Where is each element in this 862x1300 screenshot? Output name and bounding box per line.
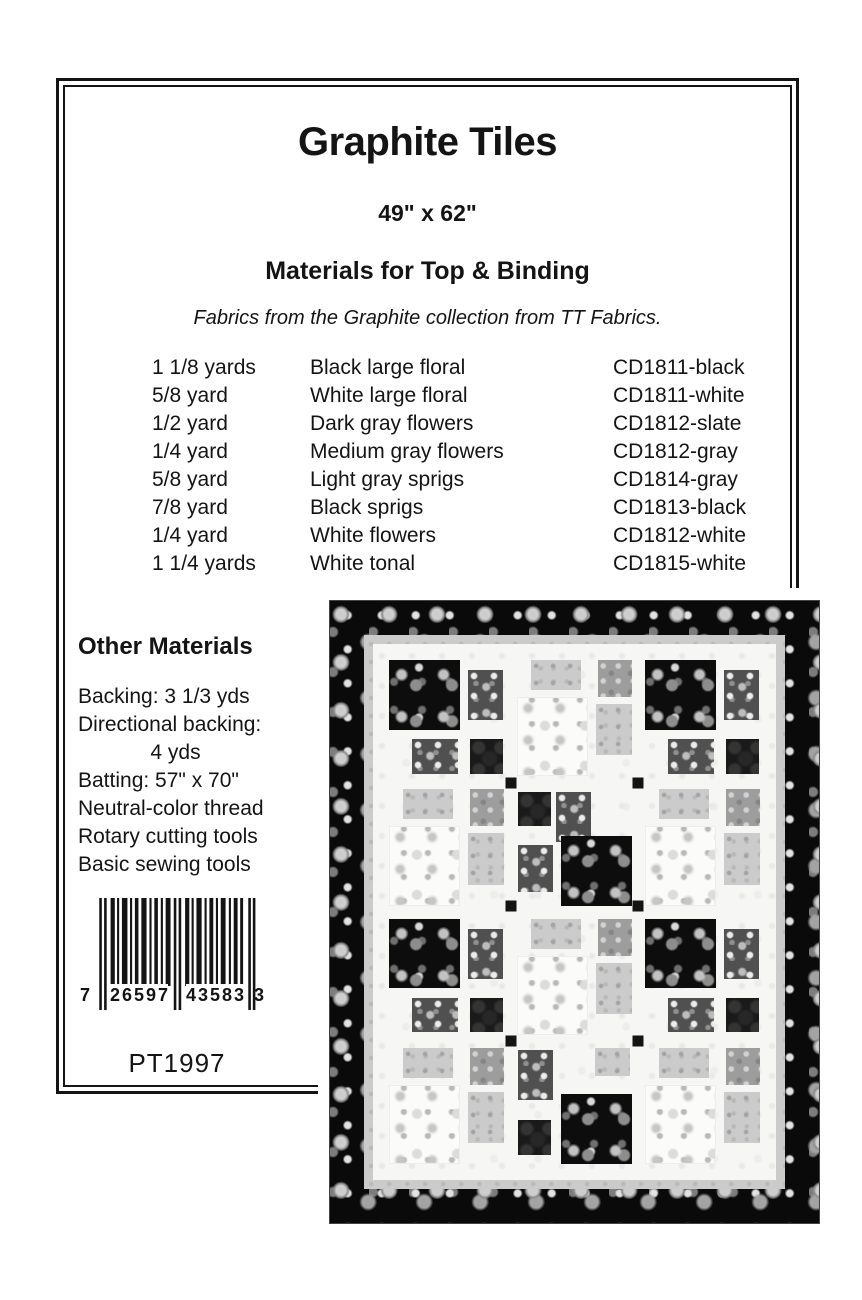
- yardage-cell: 1/4 yard: [152, 440, 228, 463]
- patch-light-gray-sprigs: [659, 1048, 710, 1078]
- patch-light-gray-sprigs: [596, 704, 632, 755]
- quilt-block-light: [645, 789, 760, 905]
- patch-dark-gray-flowers: [412, 739, 458, 774]
- quilt-block-dark: [389, 919, 504, 1035]
- patch-black-sprigs: [726, 739, 759, 774]
- patch-light-gray-sprigs: [531, 919, 582, 949]
- list-item: Basic sewing tools: [78, 853, 251, 876]
- patch-black-sprigs: [470, 998, 503, 1033]
- barcode-digit: 3: [254, 985, 267, 1005]
- quilt-block-light: [517, 660, 632, 776]
- patch-dark-gray-flowers: [468, 929, 503, 979]
- patch-light-gray-sprigs: [724, 833, 760, 884]
- table-row: [152, 522, 793, 550]
- patch-dark-gray-flowers: [724, 929, 759, 979]
- patch-light-gray-sprigs: [596, 963, 632, 1014]
- patch-white-large-floral: [517, 956, 588, 1035]
- cornerstone-square: [633, 900, 644, 911]
- list-item: Directional backing:: [78, 713, 262, 736]
- yardage-cell: 5/8 yard: [152, 468, 228, 491]
- barcode-digit: 7: [80, 985, 93, 1005]
- fabric-code-cell: CD1812-slate: [613, 412, 742, 435]
- patch-white-large-floral: [517, 697, 588, 776]
- patch-light-gray-sprigs: [403, 1048, 454, 1078]
- cornerstone-square: [633, 1036, 644, 1047]
- quilt-block-dark: [389, 660, 504, 776]
- quilt-block-dark: [645, 660, 760, 776]
- cornerstone-square: [505, 777, 516, 788]
- patch-medium-gray-flowers: [598, 660, 633, 697]
- patch-light-gray-sprigs: [468, 1092, 504, 1143]
- patch-dark-gray-flowers: [724, 670, 759, 720]
- quilt-photo: [318, 588, 830, 1238]
- fabric-code-cell: CD1811-black: [613, 356, 745, 379]
- fabric-description-cell: Black sprigs: [310, 496, 424, 519]
- materials-table: [152, 354, 793, 578]
- patch-black-sprigs: [726, 998, 759, 1033]
- patch-medium-gray-flowers: [726, 1048, 761, 1085]
- patch-light-gray-sprigs: [595, 1048, 630, 1076]
- fabric-code-cell: CD1815-white: [613, 552, 747, 575]
- fabric-code-cell: CD1814-gray: [613, 468, 738, 491]
- quilt-center: [373, 644, 776, 1180]
- table-row: [152, 494, 793, 522]
- quilt-inner-border: [364, 635, 785, 1189]
- patch-dark-gray-flowers: [668, 739, 714, 774]
- yardage-cell: 7/8 yard: [152, 496, 228, 519]
- list-item: 4 yds: [150, 741, 201, 764]
- patch-medium-gray-flowers: [470, 1048, 505, 1085]
- table-row: [152, 382, 793, 410]
- patch-light-gray-sprigs: [468, 833, 504, 884]
- cornerstone-square: [633, 777, 644, 788]
- fabric-description-cell: Dark gray flowers: [310, 412, 474, 435]
- list-item: Neutral-color thread: [78, 797, 264, 820]
- quilt-size: 49" x 62": [378, 200, 477, 226]
- cornerstone-square: [505, 1036, 516, 1047]
- patch-dark-gray-flowers: [412, 998, 458, 1033]
- fabric-code-cell: CD1811-white: [613, 384, 745, 407]
- list-item: Rotary cutting tools: [78, 825, 258, 848]
- yardage-cell: 1 1/8 yards: [152, 356, 256, 379]
- patch-light-gray-sprigs: [724, 1092, 760, 1143]
- list-item: Backing: 3 1/3 yds: [78, 685, 250, 708]
- patch-black-large-floral: [561, 1094, 632, 1164]
- patch-dark-gray-flowers: [518, 1050, 553, 1100]
- quilt-block-dark: [645, 919, 760, 1035]
- pattern-number: PT1997: [128, 1048, 226, 1078]
- other-materials-list: [78, 683, 313, 879]
- fabrics-note: Fabrics from the Graphite collection from TT Fabrics.: [193, 307, 662, 329]
- patch-black-large-floral: [389, 919, 460, 989]
- patch-light-gray-sprigs: [531, 660, 582, 690]
- barcode-digits-group: 43583: [186, 985, 247, 1005]
- table-row: [152, 354, 793, 382]
- fabric-description-cell: Black large floral: [310, 356, 466, 379]
- table-row: [152, 466, 793, 494]
- patch-dark-gray-flowers: [668, 998, 714, 1033]
- cornerstone-square: [505, 900, 516, 911]
- yardage-cell: 1/2 yard: [152, 412, 228, 435]
- patch-white-large-floral: [645, 1085, 716, 1164]
- patch-white-large-floral: [645, 826, 716, 905]
- table-row: [152, 550, 793, 578]
- quilt-block-light: [389, 789, 504, 905]
- table-row: [152, 410, 793, 438]
- patch-black-large-floral: [645, 919, 716, 989]
- fabric-description-cell: Light gray sprigs: [310, 468, 465, 491]
- patch-medium-gray-flowers: [470, 789, 505, 826]
- quilt-block-dark: [517, 789, 632, 905]
- patch-light-gray-sprigs: [403, 789, 454, 819]
- patch-medium-gray-flowers: [726, 789, 761, 826]
- patch-dark-gray-flowers: [556, 792, 591, 842]
- patch-light-gray-sprigs: [659, 789, 710, 819]
- patch-dark-gray-flowers: [468, 670, 503, 720]
- fabric-code-cell: CD1813-black: [613, 496, 747, 519]
- fabric-description-cell: White large floral: [310, 384, 468, 407]
- patch-black-large-floral: [389, 660, 460, 730]
- other-materials-heading: Other Materials: [78, 633, 253, 660]
- fabric-code-cell: CD1812-gray: [613, 440, 738, 463]
- yardage-cell: 1/4 yard: [152, 524, 228, 547]
- quilt-block-light: [389, 1048, 504, 1164]
- patch-white-large-floral: [389, 826, 460, 905]
- yardage-cell: 1 1/4 yards: [152, 552, 256, 575]
- other-materials-section: [78, 633, 313, 879]
- barcode-digits-group: 26597: [110, 985, 171, 1005]
- quilt-block-light: [645, 1048, 760, 1164]
- yardage-cell: 5/8 yard: [152, 384, 228, 407]
- quilt-block-light: [517, 919, 632, 1035]
- quilt-blocks-grid: [389, 660, 760, 1164]
- patch-black-sprigs: [518, 792, 551, 827]
- fabric-description-cell: Medium gray flowers: [310, 440, 504, 463]
- page-title: Graphite Tiles: [297, 120, 557, 164]
- table-row: [152, 438, 793, 466]
- fabric-description-cell: White flowers: [310, 524, 437, 547]
- patch-medium-gray-flowers: [598, 919, 633, 956]
- list-item: Batting: 57" x 70": [78, 769, 239, 792]
- patch-black-sprigs: [518, 1120, 551, 1155]
- quilt-outer-border: [329, 600, 820, 1224]
- patch-black-sprigs: [470, 739, 503, 774]
- fabric-code-cell: CD1812-white: [613, 524, 747, 547]
- quilt-block-dark: [517, 1048, 632, 1164]
- fabric-description-cell: White tonal: [310, 552, 416, 575]
- patch-black-large-floral: [645, 660, 716, 730]
- patch-dark-gray-flowers: [518, 845, 553, 892]
- patch-white-large-floral: [389, 1085, 460, 1164]
- patch-black-large-floral: [561, 836, 632, 906]
- materials-heading: Materials for Top & Binding: [265, 257, 590, 285]
